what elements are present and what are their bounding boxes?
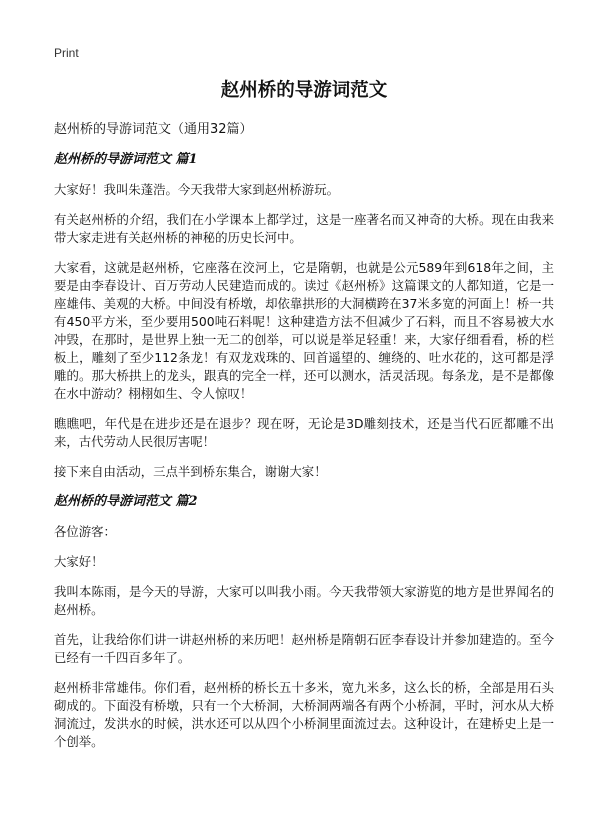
paragraph: 大家看，这就是赵州桥，它座落在洨河上，它是隋朝，也就是公元589年到618年之间，主要是由李春设计、百万劳动人民建造而成的。读过《赵州桥》这篇课文的人都知道，它是一座雄伟、美观的大桥。中间没有桥墩，却依靠拱形的大洞横跨在37米多宽的河面上！桥一共有450平方米，至少要用500吨石料呢！这种建造方法不但减少了石料，而且不容易被大水冲毁，在那时，是世界上独一无二的创举，可以说是举足轻重！来，大家仔细看看，桥的栏板上，雕刻了至少112条龙！有双龙戏珠的、回首遥望的、缠绕的、吐水花的，这可都是浮雕的。那大桥拱上的龙头，跟真的完全一样，还可以测水，活灵活现。每条龙，是不是都像在水中游动？栩栩如生、令人惊叹！ xyxy=(54,260,554,401)
section-heading-2: 赵州桥的导游词范文 篇2 xyxy=(54,494,198,509)
paragraph: 大家好！我叫朱蓬浩。今天我带大家到赵州桥游玩。 xyxy=(54,182,339,197)
paragraph: 有关赵州桥的介绍，我们在小学课本上都学过，这是一座著名而又神奇的大桥。现在由我来带大家走进有关赵州桥的神秘的历史长河中。 xyxy=(54,212,554,245)
paragraph: 瞧瞧吧，年代是在进步还是在退步？现在呀，无论是3D雕刻技术，还是当代石匠都雕不出来，古代劳动人民很厉害呢！ xyxy=(54,416,554,449)
paragraph: 赵州桥非常雄伟。你们看，赵州桥的桥长五十多米，宽九米多，这么长的桥，全部是用石头砌成的。下面没有桥墩，只有一个大桥洞，大桥洞两端各有两个小桥洞，平时，河水从大桥洞流过，发洪水的时候，洪水还可以从四个小桥洞里面流过去。这种设计，在建桥史上是一个创举。 xyxy=(54,680,554,749)
section-heading-1: 赵州桥的导游词范文 篇1 xyxy=(54,152,198,167)
print-link[interactable]: Print xyxy=(54,46,79,60)
paragraph: 各位游客： xyxy=(54,524,116,539)
document-subtitle: 赵州桥的导游词范文（通用32篇） xyxy=(54,122,253,137)
paragraph: 首先，让我给你们讲一讲赵州桥的来历吧！赵州桥是隋朝石匠李春设计并参加建造的。至今已经有一千四百多年了。 xyxy=(54,632,554,665)
paragraph: 接下来自由活动，三点半到桥东集合，谢谢大家！ xyxy=(54,464,327,479)
document-content xyxy=(54,151,554,763)
page-title: 赵州桥的导游词范文 xyxy=(220,80,388,101)
paragraph: 大家好！ xyxy=(54,554,104,569)
paragraph: 我叫本陈雨，是今天的导游，大家可以叫我小雨。今天我带领大家游览的地方是世界闻名的赵州桥。 xyxy=(54,584,554,617)
